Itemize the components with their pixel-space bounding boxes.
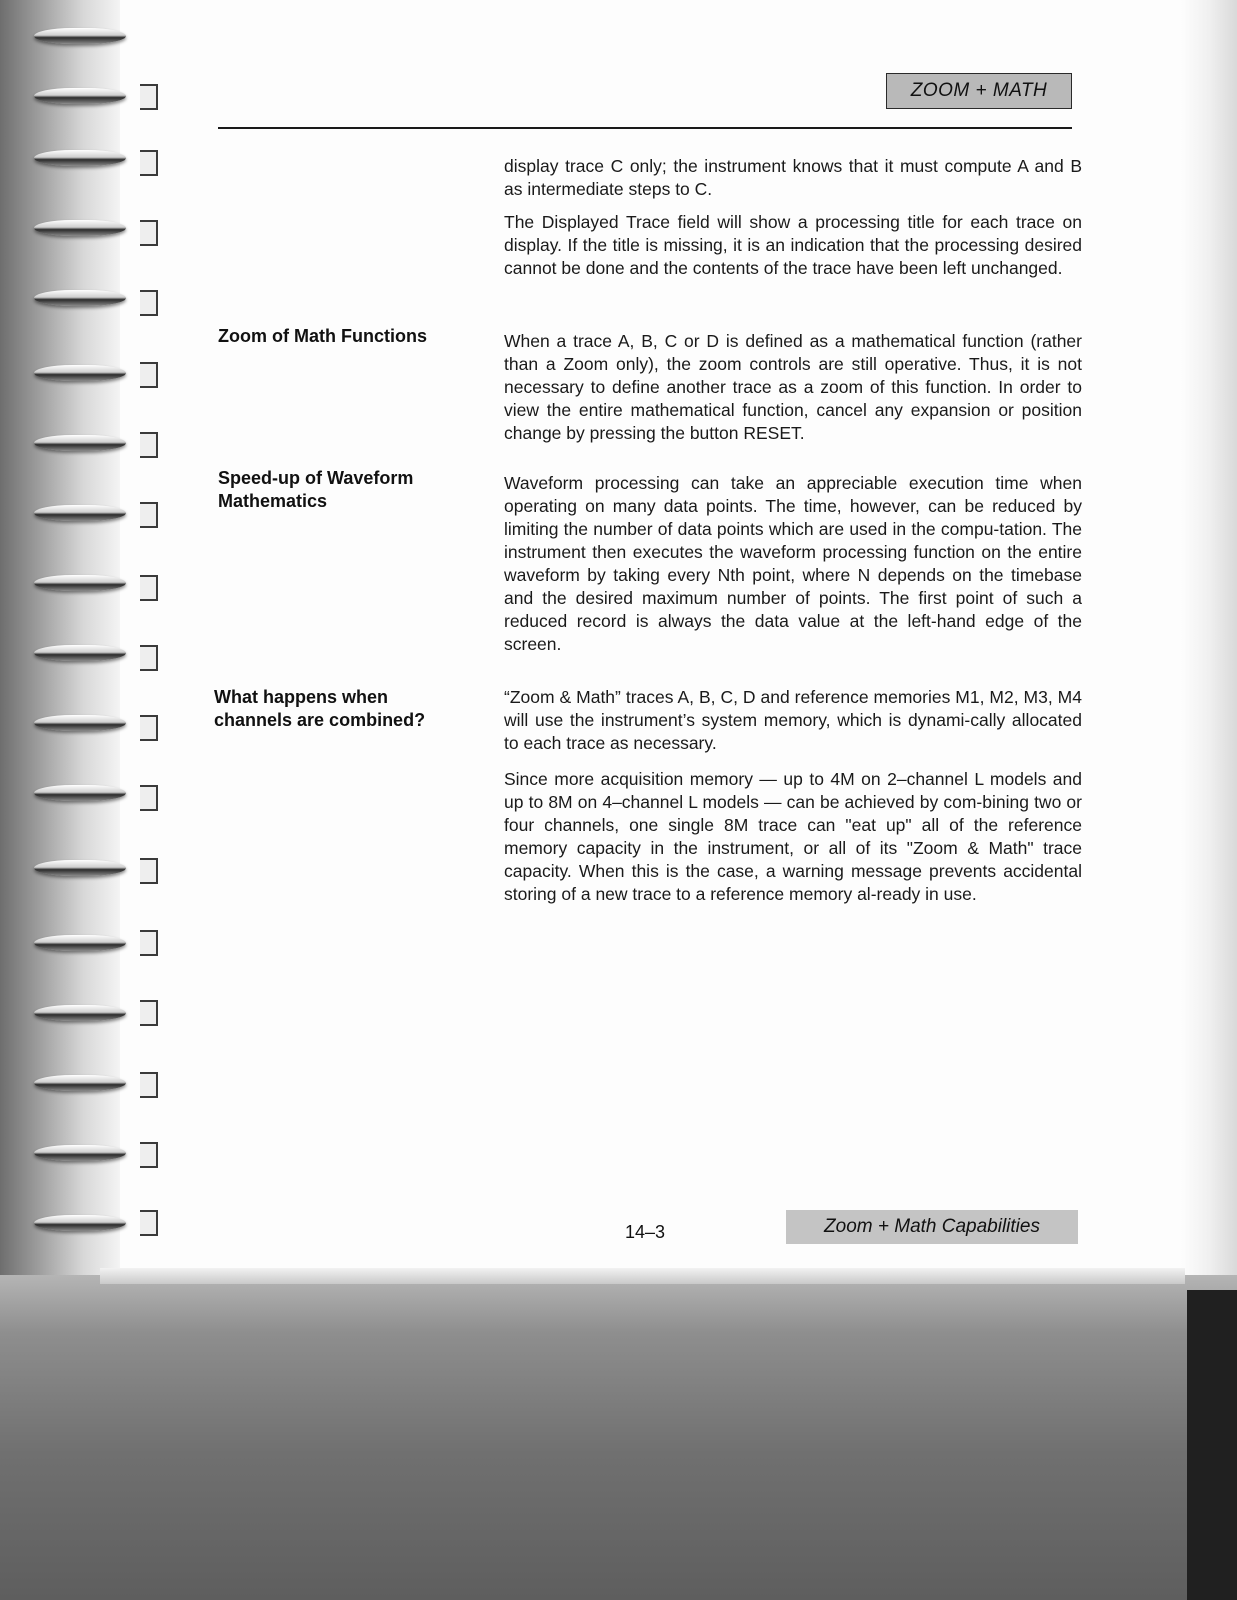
binding-hole	[140, 575, 158, 601]
binding-coil	[34, 365, 126, 381]
binding-hole	[140, 432, 158, 458]
binding-coil	[34, 645, 126, 661]
binding-coil	[34, 860, 126, 876]
section-paragraph-speed-up: Waveform processing can take an appreciable execution time when operating on many data points. The time, however, can be reduced by limiting the number of data points which are used in the compu-tation. The instrument then executes the waveform processing function on the entire waveform by taking every Nth point, where N depends on the timebase and the desired maximum number of points. The first point of such a reduced record is always the data value at the left-hand edge of the screen.	[504, 473, 1082, 654]
binding-hole	[140, 715, 158, 741]
binding-hole	[140, 930, 158, 956]
desk-background	[0, 1275, 1237, 1600]
header-rule	[218, 127, 1072, 129]
page-right-edge	[1181, 0, 1237, 1290]
binding-hole	[140, 1000, 158, 1026]
section-paragraph-channels-2: Since more acquisition memory — up to 4M on 2–channel L models and up to 8M on 4–channel L models — can be achieved by com-bining two or four channels, one single 8M trace can "eat up" all of the reference memory capacity in the instrument, or all of its "Zoom & Math" trace capacity. When this is the case, a warning message prevents accidental storing of a new trace to a reference memory al-ready in use.	[504, 769, 1082, 904]
binding-coil	[34, 150, 126, 166]
binding-coil	[34, 435, 126, 451]
binding-hole	[140, 290, 158, 316]
binding-hole	[140, 1142, 158, 1168]
page-bottom-edge	[100, 1268, 1185, 1284]
heading-line: channels are combined?	[214, 710, 426, 730]
intro-paragraph-2: The Displayed Trace field will show a processing title for each trace on display. If the title is missing, it is an indication that the processing desired cannot be done and the contents of the trace have been left unchanged.	[504, 212, 1082, 278]
intro-paragraph-1: display trace C only; the instrument knows that it must compute A and B as intermediate steps to C.	[504, 156, 1082, 199]
section-paragraph-channels-1: “Zoom & Math” traces A, B, C, D and reference memories M1, M2, M3, M4 will use the instrument’s system memory, which is dynami-cally allocated to each trace as necessary.	[504, 687, 1082, 753]
chapter-tab: Zoom + Math Capabilities	[786, 1210, 1078, 1244]
section-paragraph-zoom-math: When a trace A, B, C or D is defined as a mathematical function (rather than a Zoom only), the zoom controls are still operative. Thus, it is not necessary to define another trace as a zoom of this function. In order to view the entire mathematical function, cancel any expansion or position change by pressing the button RESET.	[504, 331, 1082, 443]
binding-hole	[140, 1072, 158, 1098]
heading-line: Speed-up of Waveform	[218, 468, 414, 488]
spiral-binding	[0, 0, 120, 1290]
binding-hole	[140, 362, 158, 388]
desk-shadow	[1187, 1290, 1237, 1600]
binding-hole	[140, 1210, 158, 1236]
binding-coil	[34, 715, 126, 731]
binding-coil	[34, 220, 126, 236]
binding-coil	[34, 785, 126, 801]
binding-hole	[140, 150, 158, 176]
heading-line: What happens when	[214, 687, 389, 707]
section-heading-channels-combined	[214, 686, 425, 732]
binding-coil	[34, 935, 126, 951]
binding-hole	[140, 858, 158, 884]
binding-hole	[140, 502, 158, 528]
section-heading-speed-up	[218, 467, 413, 513]
binding-hole	[140, 785, 158, 811]
binding-hole	[140, 84, 158, 110]
binding-coil	[34, 575, 126, 591]
binding-hole	[140, 220, 158, 246]
binding-coil	[34, 290, 126, 306]
binding-coil	[34, 1075, 126, 1091]
binding-coil	[34, 1215, 126, 1231]
heading-line: Mathematics	[218, 491, 328, 511]
binding-coil	[34, 28, 126, 44]
binding-coil	[34, 505, 126, 521]
binding-coil	[34, 1005, 126, 1021]
binding-coil	[34, 1145, 126, 1161]
section-tab: ZOOM + MATH	[886, 73, 1072, 109]
binding-coil	[34, 88, 126, 104]
section-heading-zoom-math: Zoom of Math Functions	[218, 326, 427, 346]
page-number: 14–3	[625, 1222, 666, 1242]
binding-hole	[140, 645, 158, 671]
